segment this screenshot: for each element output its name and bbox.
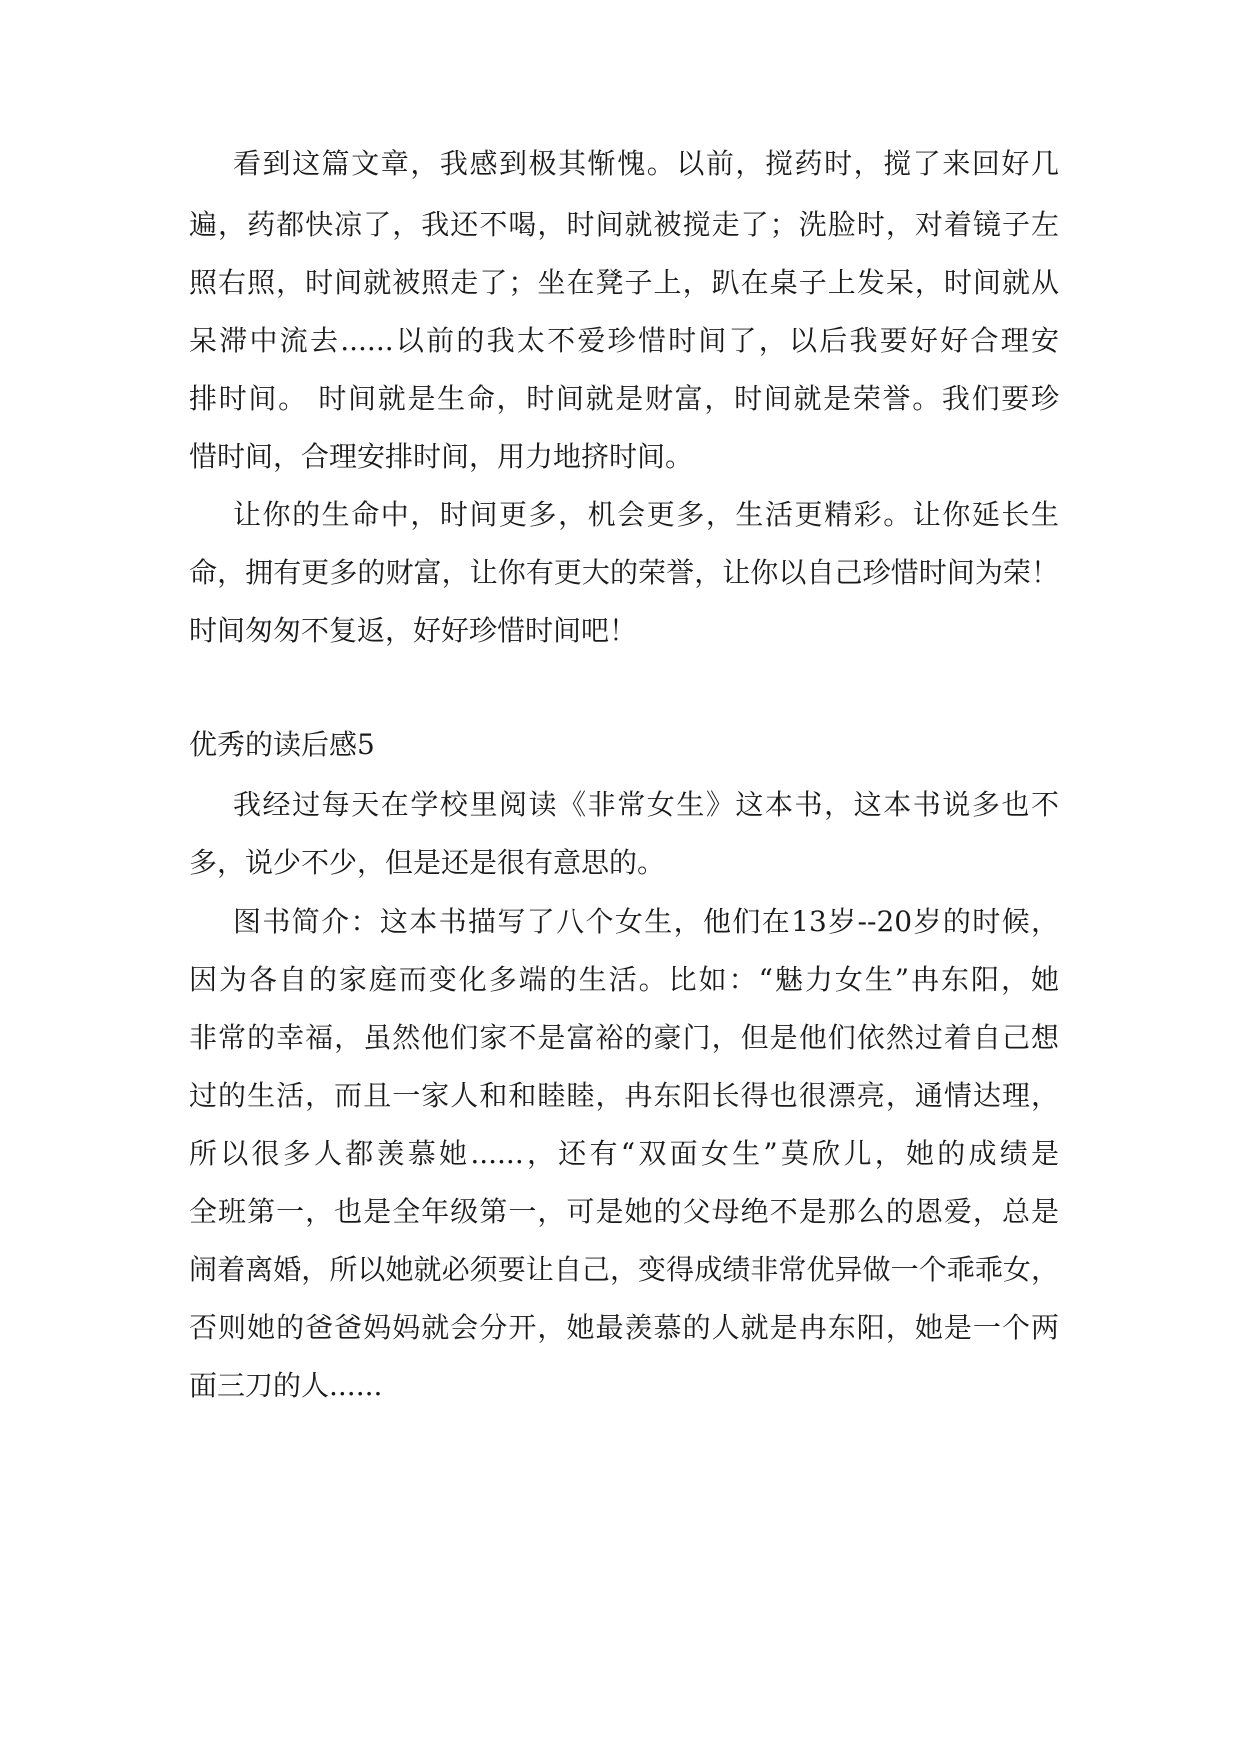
section-heading: 优秀的读后感5 — [189, 728, 375, 761]
paragraph-line: 所以很多人都羡慕她......，还有“双面女生”莫欣儿，她的成绩是 — [189, 1137, 1059, 1170]
paragraph-line: 排时间。 时间就是生命，时间就是财富，时间就是荣誉。我们要珍 — [189, 382, 1059, 415]
paragraph-line: 因为各自的家庭而变化多端的生活。比如：“魅力女生”冉东阳，她 — [189, 963, 1059, 996]
paragraph-line: 遍，药都快凉了，我还不喝，时间就被搅走了；洗脸时，对着镜子左 — [189, 208, 1059, 241]
paragraph-line: 面三刀的人...... — [189, 1369, 383, 1402]
paragraph-line: 过的生活，而且一家人和和睦睦，冉东阳长得也很漂亮，通情达理， — [189, 1079, 1059, 1112]
paragraph-line: 照右照，时间就被照走了；坐在凳子上，趴在桌子上发呆，时间就从 — [189, 266, 1059, 299]
paragraph-line: 看到这篇文章，我感到极其惭愧。以前，搅药时，搅了来回好几 — [233, 147, 1059, 180]
paragraph-line: 非常的幸福，虽然他们家不是富裕的豪门，但是他们依然过着自己想 — [189, 1021, 1059, 1054]
paragraph-line: 时间匆匆不复返，好好珍惜时间吧！ — [189, 614, 638, 647]
paragraph-line: 多，说少不少，但是还是很有意思的。 — [189, 846, 666, 879]
paragraph-line: 命，拥有更多的财富，让你有更大的荣誉，让你以自己珍惜时间为荣！ — [189, 556, 1059, 589]
paragraph-line: 让你的生命中，时间更多，机会更多，生活更精彩。让你延长生 — [233, 498, 1059, 531]
paragraph-line: 呆滞中流去......以前的我太不爱珍惜时间了，以后我要好好合理安 — [189, 324, 1059, 357]
paragraph-line: 全班第一，也是全年级第一，可是她的父母绝不是那么的恩爱，总是 — [189, 1195, 1059, 1228]
paragraph-line: 我经过每天在学校里阅读《非常女生》这本书，这本书说多也不 — [233, 788, 1059, 821]
paragraph-line: 闹着离婚，所以她就必须要让自己，变得成绩非常优异做一个乖乖女， — [189, 1253, 1059, 1286]
paragraph-line: 惜时间，合理安排时间，用力地挤时间。 — [189, 440, 694, 473]
paragraph-line: 否则她的爸爸妈妈就会分开，她最羡慕的人就是冉东阳，她是一个两 — [189, 1311, 1059, 1344]
paragraph-line: 图书简介：这本书描写了八个女生，他们在13岁--20岁的时候， — [233, 905, 1059, 938]
